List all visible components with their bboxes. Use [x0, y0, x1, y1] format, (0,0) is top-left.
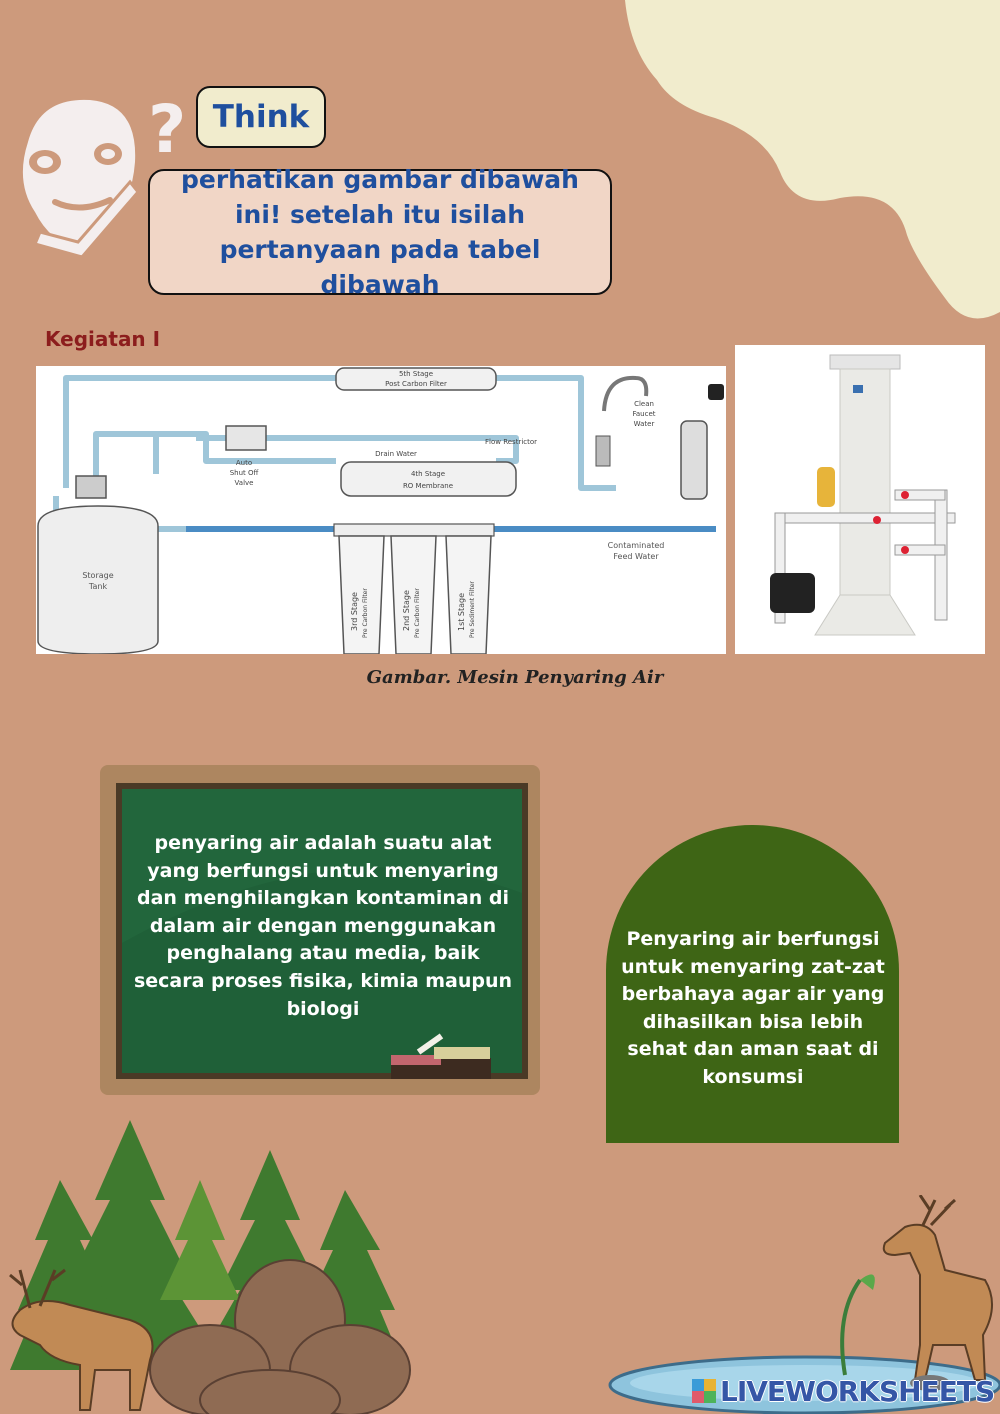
filter-machine-image [735, 345, 985, 654]
flow-restrictor-label: Flow Restrictor [484, 438, 538, 446]
stage2-label-2: Pre Carbon Filter [414, 588, 421, 638]
stage3-label-1: 3rd Stage [350, 592, 359, 631]
drain-water-label: Drain Water [375, 450, 417, 458]
forest-illustration [0, 1120, 470, 1414]
liveworksheets-text: LIVEWORKSHEETS [720, 1374, 995, 1408]
liveworksheets-logo [692, 1373, 995, 1409]
info-arch-text: Penyaring air berfungsi untuk menyaring zat-zat berbahaya agar air yang dihasilkan bisa lebih sehat dan aman saat di konsumsi [621, 928, 885, 1088]
liveworksheets-mark-icon [692, 1379, 716, 1403]
stage1-label-2: Pre Sediment Filter [469, 581, 476, 638]
stage4-label-2: RO Membrane [402, 482, 454, 490]
stage3-label-2: Pre Carbon Filter [362, 588, 369, 638]
storage-tank-label-1: Storage [82, 571, 114, 580]
section-title: Kegiatan I [45, 327, 161, 351]
figure-caption: Gambar. Mesin Penyaring Air [366, 667, 664, 688]
ro-filter-diagram [36, 366, 726, 654]
decorative-blob [615, 0, 1000, 320]
storage-tank-label-2: Tank [88, 582, 108, 591]
auto-shutoff-label-2: Shut Off [229, 469, 259, 477]
contaminated-label-2: Feed Water [613, 552, 659, 561]
think-label: Think [196, 86, 326, 148]
chalkboard-text: penyaring air adalah suatu alat yang berfungsi untuk menyaring dan menghilangkan kontaminan di dalam air dengan menggunakan penghalang atau media, baik secara proses fisika, kimia maupun biologi [133, 832, 513, 1020]
stage4-label-1: 4th Stage [410, 470, 446, 478]
stage1-label-1: 1st Stage [457, 592, 466, 631]
auto-shutoff-label-3: Valve [234, 479, 254, 487]
stage5-label-1: 5th Stage [398, 370, 434, 378]
clean-faucet-label-2: Faucet [632, 410, 656, 418]
stage2-label-1: 2nd Stage [402, 590, 411, 631]
instruction-text: perhatikan gambar dibawah ini! setelah itu isilah pertanyaan pada tabel dibawah [148, 169, 612, 295]
auto-shutoff-label-1: Auto [235, 459, 253, 467]
clean-faucet-label-3: Water [633, 420, 655, 428]
svg-text:?: ? [148, 92, 187, 168]
contaminated-label-1: Contaminated [607, 541, 665, 550]
clean-faucet-label-1: Clean [634, 400, 654, 408]
stage5-label-2: Post Carbon Filter [385, 380, 447, 388]
